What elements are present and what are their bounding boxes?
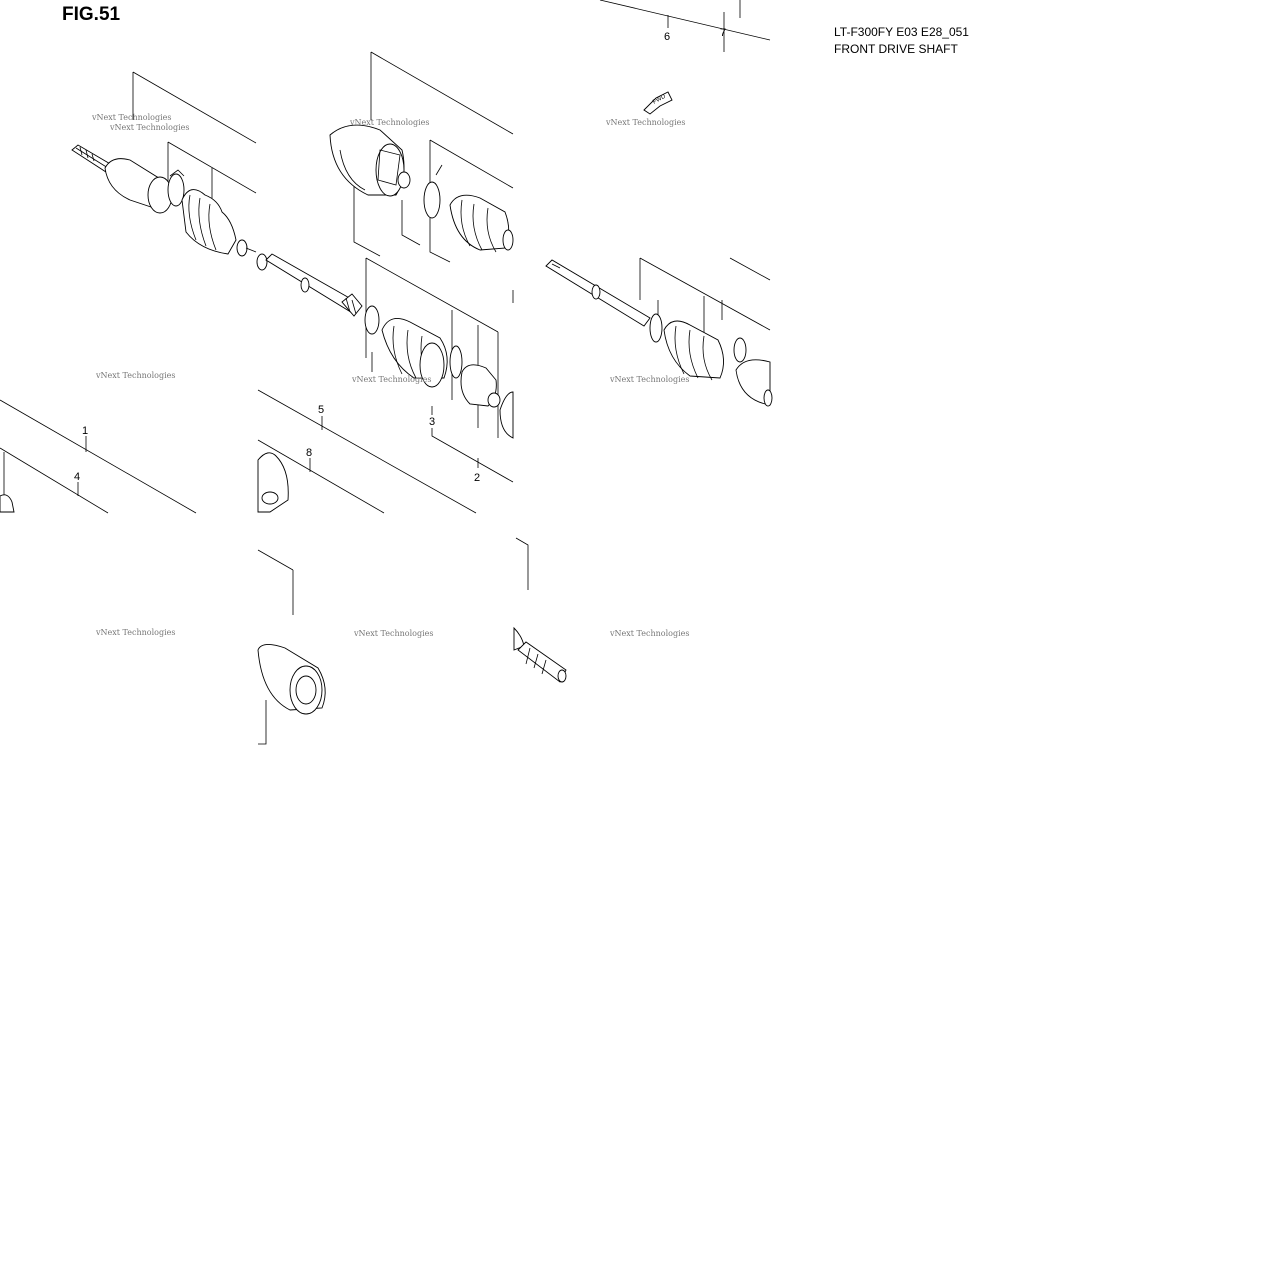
callout-6: 6 xyxy=(664,31,671,43)
inner-joint-part xyxy=(500,392,513,438)
fwd-arrow-icon xyxy=(644,92,672,114)
watermark-text: vNext Technologies xyxy=(110,123,190,132)
watermark-text: vNext Technologies xyxy=(606,118,686,127)
watermark-text: vNext Technologies xyxy=(352,375,432,384)
panel-top-middle xyxy=(330,52,513,303)
inner-joint-housing-part xyxy=(330,125,404,196)
drive-shaft-part xyxy=(546,260,650,326)
inner-boot-part xyxy=(461,365,500,407)
outer-joint-part xyxy=(736,360,772,406)
watermark-text: vNext Technologies xyxy=(96,628,176,637)
stub-shaft-part xyxy=(514,628,566,682)
boot-band-part xyxy=(168,170,184,206)
callout-7: 7 xyxy=(720,27,727,39)
panel-middle xyxy=(257,254,513,438)
watermark-text: vNext Technologies xyxy=(610,375,690,384)
boot-band-part xyxy=(424,165,442,218)
partial-clamp-part xyxy=(0,453,288,512)
watermark-text: vNext Technologies xyxy=(350,118,430,127)
watermark-text: vNext Technologies xyxy=(92,113,172,122)
boot-part xyxy=(182,190,256,256)
callout-8: 8 xyxy=(306,447,313,459)
figure-label: FIG.51 xyxy=(62,4,121,25)
inner-joint-housing-part xyxy=(258,644,325,714)
panel-top-left xyxy=(72,72,256,256)
fwd-label: FWD xyxy=(652,93,667,106)
callout-5: 5 xyxy=(318,404,325,416)
boot-part xyxy=(650,314,746,380)
panel-bottom xyxy=(95,538,689,744)
callout-leaders xyxy=(0,371,513,513)
boot-part xyxy=(450,195,513,252)
panel-top-right xyxy=(546,0,772,406)
callout-2: 2 xyxy=(474,472,481,484)
callout-4: 4 xyxy=(74,471,81,483)
model-code: LT-F300FY E03 E28_051 xyxy=(834,25,969,39)
circlip-part xyxy=(398,172,410,188)
boot-band-part xyxy=(365,306,379,334)
section-name: FRONT DRIVE SHAFT xyxy=(834,42,958,56)
outer-joint-part xyxy=(105,159,172,213)
watermark-text: vNext Technologies xyxy=(96,371,176,380)
boot-band-part xyxy=(450,346,462,378)
watermark-text: vNext Technologies xyxy=(610,629,690,638)
callout-3: 3 xyxy=(429,416,436,428)
drive-shaft-part xyxy=(257,254,362,316)
callout-1: 1 xyxy=(82,425,89,437)
watermark-text: vNext Technologies xyxy=(354,629,434,638)
